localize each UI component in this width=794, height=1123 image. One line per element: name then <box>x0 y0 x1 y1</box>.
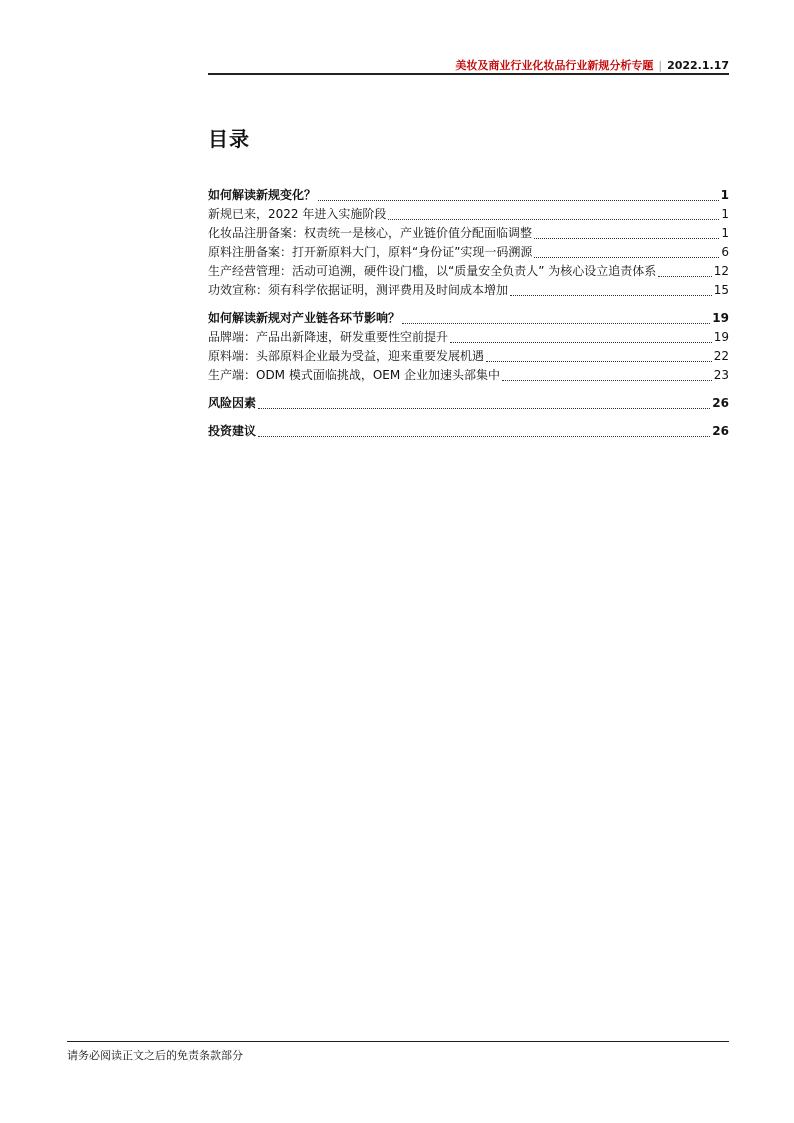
toc-leader-dots <box>388 218 719 220</box>
toc-entry-title: 生产经营管理：活动可追溯，硬件设门槛，以“质量安全负责人” 为核心设立追责体系 <box>208 264 657 278</box>
toc-entry[interactable] <box>208 224 729 243</box>
toc-entry[interactable] <box>208 243 729 262</box>
toc-entry-page: 6 <box>721 245 729 259</box>
toc-leader-dots <box>258 435 710 437</box>
toc-entry-title: 功效宣称：须有科学依据证明，测评费用及时间成本增加 <box>208 283 509 297</box>
toc-entry-title: 投资建议 <box>208 424 257 438</box>
toc-entry-title: 如何解读新规变化？ <box>208 188 317 202</box>
toc-entry-page: 26 <box>712 396 729 410</box>
page-header <box>208 55 729 75</box>
toc-entry-title: 原料端：头部原料企业最为受益，迎来重要发展机遇 <box>208 349 485 363</box>
report-title: 美妆及商业行业化妆品行业新规分析专题 <box>455 59 654 72</box>
toc-entry-page: 1 <box>720 188 729 202</box>
toc-entry-page: 23 <box>713 368 729 382</box>
toc-entry[interactable] <box>208 205 729 224</box>
toc-entry-title: 生产端：ODM 模式面临挑战，OEM 企业加速头部集中 <box>208 368 501 382</box>
toc-entry[interactable] <box>208 281 729 300</box>
report-date: 2022.1.17 <box>667 58 729 72</box>
toc-entry-page: 15 <box>713 283 729 297</box>
toc-entry[interactable] <box>208 328 729 347</box>
toc-entry[interactable] <box>208 394 729 413</box>
header-separator: | <box>658 58 663 72</box>
toc-leader-dots <box>486 360 712 362</box>
toc-entry[interactable] <box>208 186 729 205</box>
footer-disclaimer: 请务必阅读正文之后的免责条款部分 <box>67 1049 243 1062</box>
toc-entry[interactable] <box>208 262 729 281</box>
toc-entry-page: 22 <box>713 349 729 363</box>
footer-divider <box>67 1041 729 1042</box>
toc-entry[interactable] <box>208 366 729 385</box>
toc-leader-dots <box>402 322 710 324</box>
toc-entry-title: 品牌端：产品出新降速，研发重要性空前提升 <box>208 330 449 344</box>
toc-leader-dots <box>510 294 712 296</box>
toc-entry-page: 1 <box>721 226 729 240</box>
toc-leader-dots <box>534 256 719 258</box>
toc-leader-dots <box>658 275 711 277</box>
table-of-contents <box>208 186 729 441</box>
toc-entry-title: 风险因素 <box>208 396 257 410</box>
toc-entry-page: 12 <box>713 264 729 278</box>
toc-entry-page: 19 <box>713 330 729 344</box>
toc-heading: 目录 <box>208 127 250 151</box>
toc-entry-title: 如何解读新规对产业链各环节影响？ <box>208 311 401 325</box>
toc-entry[interactable] <box>208 347 729 366</box>
toc-leader-dots <box>450 341 712 343</box>
toc-entry-page: 1 <box>721 207 729 221</box>
toc-entry-page: 26 <box>712 424 729 438</box>
toc-entry-title: 原料注册备案：打开新原料大门，原料“身份证”实现一码溯源 <box>208 245 533 259</box>
toc-entry-page: 19 <box>712 311 729 325</box>
toc-leader-dots <box>502 379 712 381</box>
toc-leader-dots <box>534 237 719 239</box>
toc-entry[interactable] <box>208 422 729 441</box>
toc-entry[interactable] <box>208 309 729 328</box>
toc-entry-title: 化妆品注册备案：权责统一是核心，产业链价值分配面临调整 <box>208 226 533 240</box>
toc-entry-title: 新规已来，2022 年进入实施阶段 <box>208 207 387 221</box>
toc-leader-dots <box>258 407 710 409</box>
header-divider <box>208 73 729 75</box>
toc-leader-dots <box>318 199 719 201</box>
